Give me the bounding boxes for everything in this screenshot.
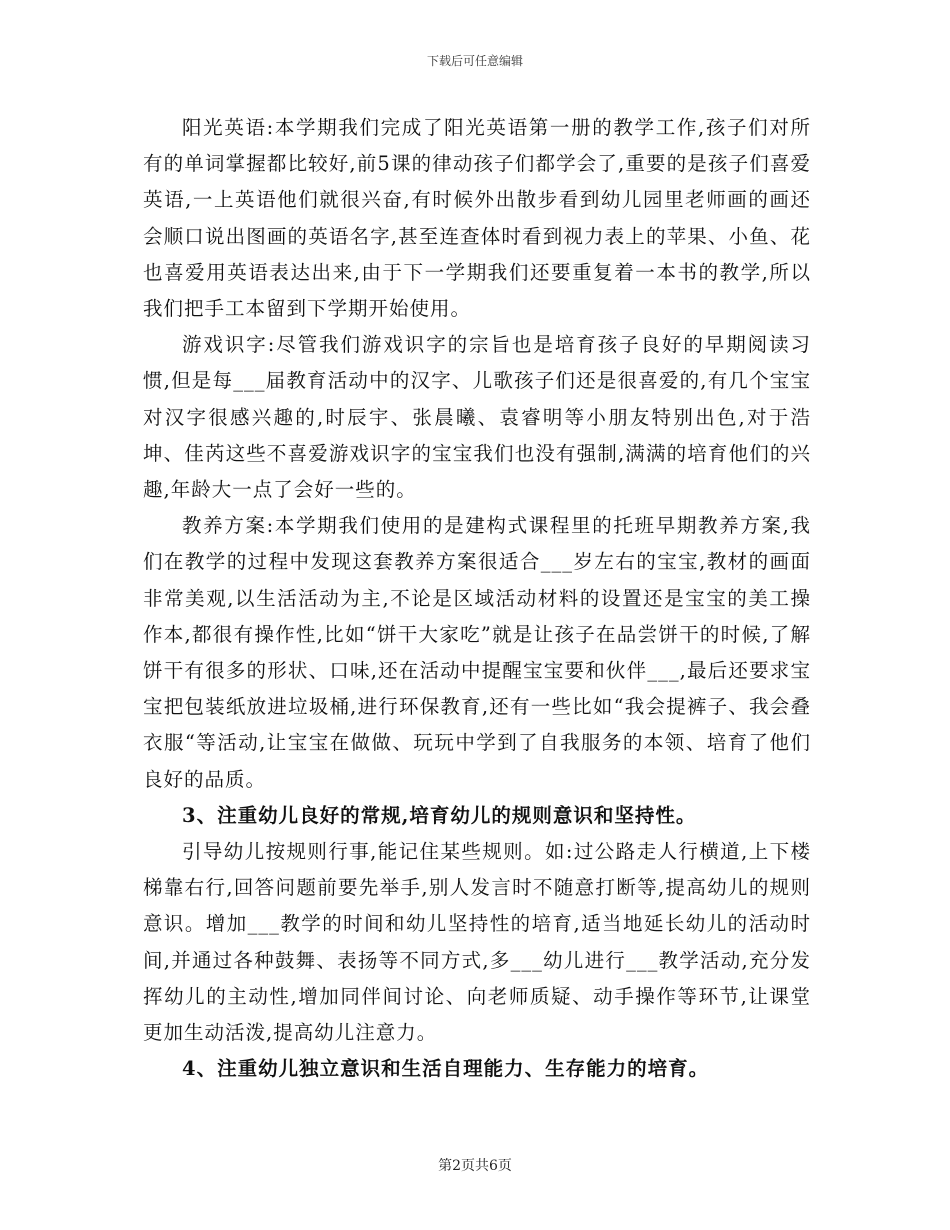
page-header: 下载后可任意编辑: [426, 54, 523, 68]
page-footer: 第2页共6页: [438, 1158, 512, 1174]
section-heading-4: 4、注重幼儿独立意识和生活自理能力、生存能力的培育。: [182, 1057, 710, 1081]
section-heading-3: 3、注重幼儿良好的常规,培育幼儿的规则意识和坚持性。: [182, 803, 697, 827]
paragraph-sunshine-english: 阳光英语:本学期我们完成了阳光英语第一册的教学工作,孩子们对所有的单词掌握都比较好,前5课的律动孩子们都学会了,重要的是孩子们喜爱英语,一上英语他们就很兴奋,有时候外出散步看到幼儿园里老师画的画还会顺口说出图画的英语名字,甚至连查体时看到视力表上的苹果、小鱼、花也喜爱用英语表达出来,由于下一学期我们还要重复着一本书的教学,所以我们把手工本留到下学期开始使用。: [143, 116, 811, 321]
paragraph-game-literacy: 游戏识字:尽管我们游戏识字的宗旨也是培育孩子良好的早期阅读习惯,但是每___届教育活动中的汉字、儿歌孩子们还是很喜爱的,有几个宝宝对汉字很感兴趣的,时辰宇、张晨曦、袁睿明等小朋友特别出色,对于浩坤、佳芮这些不喜爱游戏识字的宝宝我们也没有强制,满满的培育他们的兴趣,年龄大一点了会好一些的。: [143, 333, 811, 502]
paragraph-rules-awareness: 引导幼儿按规则行事,能记住某些规则。如:过公路走人行横道,上下楼梯靠右行,回答问题前要先举手,别人发言时不随意打断等,提高幼儿的规则意识。增加___教学的时间和幼儿坚持性的培育,适当地延长幼儿的活动时间,并通过各种鼓舞、表扬等不同方式,多___幼儿进行___教学活动,充分发挥幼儿的主动性,增加同伴间讨论、向老师质疑、动手操作等环节,让课堂更加生动活泼,提高幼儿注意力。: [143, 840, 811, 1045]
document-body: [143, 110, 811, 1087]
paragraph-education-plan: 教养方案:本学期我们使用的是建构式课程里的托班早期教养方案,我们在教学的过程中发现这套教养方案很适合___岁左右的宝宝,教材的画面非常美观,以生活活动为主,不论是区域活动材料的设置还是宝宝的美工操作本,都很有操作性,比如“饼干大家吃”就是让孩子在品尝饼干的时候,了解饼干有很多的形状、口味,还在活动中提醒宝宝要和伙伴___,最后还要求宝宝把包装纸放进垃圾桶,进行环保教育,还有一些比如“我会提裤子、我会叠衣服“等活动,让宝宝在做做、玩玩中学到了自我服务的本领、培育了他们良好的品质。: [143, 514, 811, 791]
